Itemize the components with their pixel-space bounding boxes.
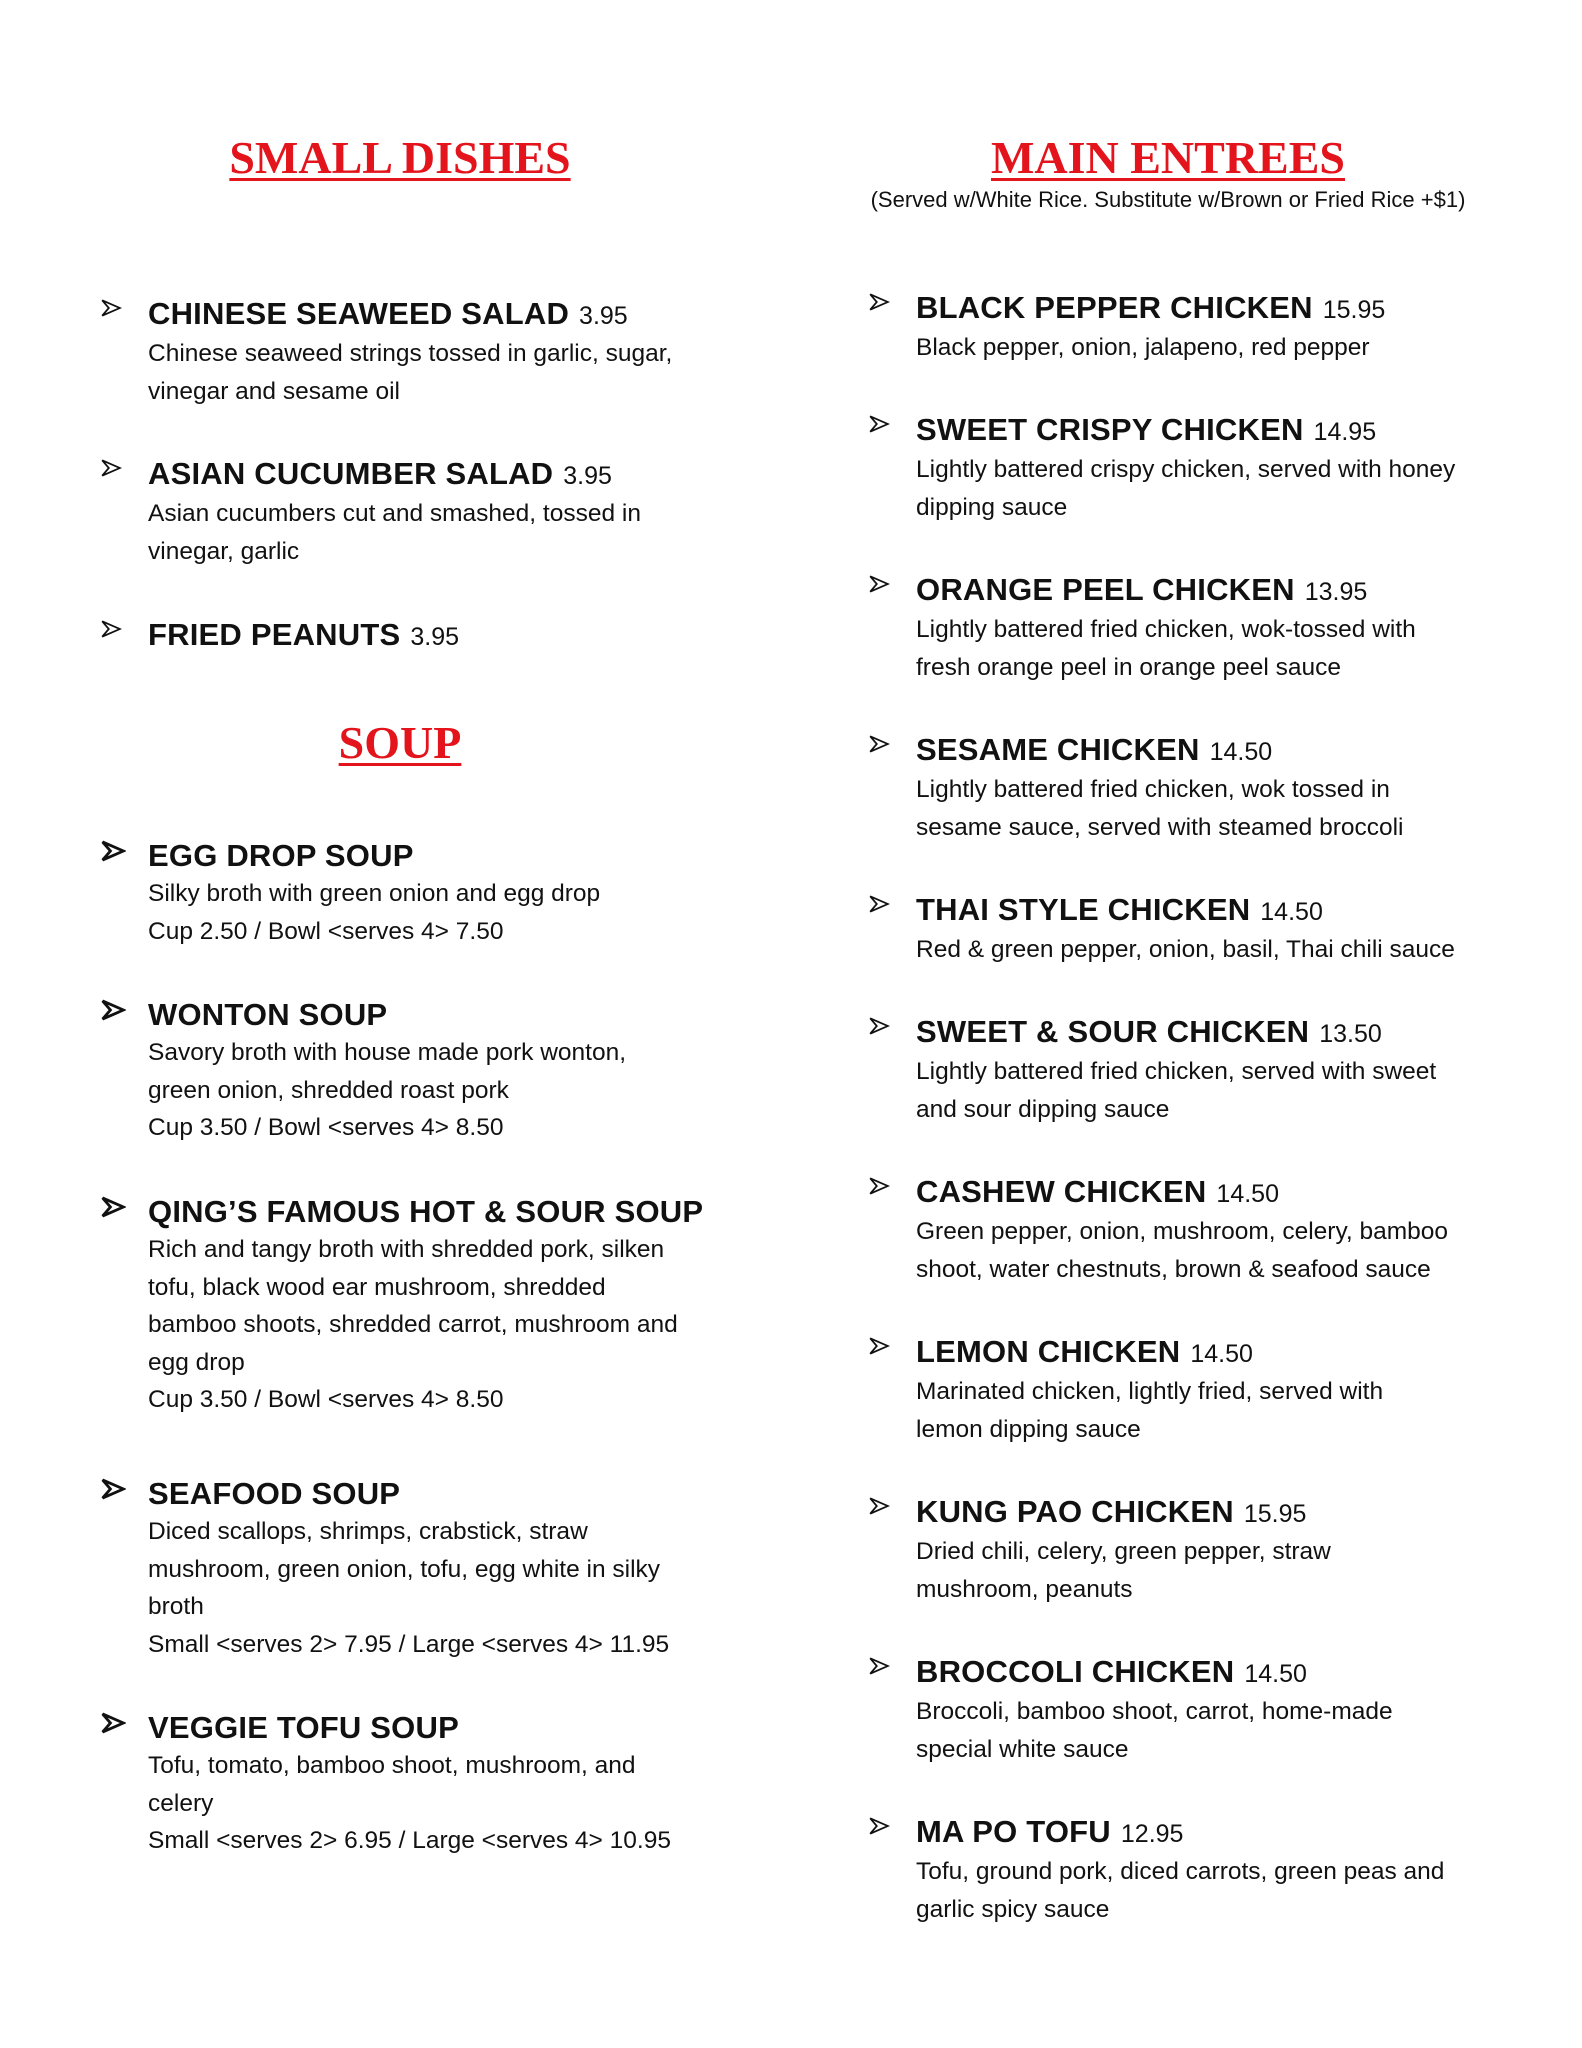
description-line: Dried chili, celery, green pepper, straw [916, 1538, 1331, 1565]
menu-item-name: VEGGIE TOFU SOUP [148, 1710, 459, 1745]
menu-item-name: MA PO TOFU [916, 1814, 1111, 1849]
menu-item-description [916, 1533, 1508, 1608]
menu-item-name: SWEET CRISPY CHICKEN [916, 412, 1304, 447]
menu-item [100, 295, 740, 410]
description-line: Cup 2.50 / Bowl <serves 4> 7.50 [148, 917, 504, 945]
description-line: Diced scallops, shrimps, crabstick, straw [148, 1518, 588, 1545]
description-line: broth [148, 1593, 204, 1620]
arrowhead-bullet-icon [100, 997, 126, 1023]
menu-item-price: 14.95 [1313, 418, 1377, 446]
arrowhead-bullet-icon [868, 1335, 890, 1357]
menu-item-name: ORANGE PEEL CHICKEN [916, 572, 1295, 607]
menu-item-price: 14.50 [1216, 1180, 1279, 1208]
description-line: Red & green pepper, onion, basil, Thai chili sauce [916, 936, 1455, 963]
main-entrees-title: MAIN ENTREES [990, 132, 1345, 183]
menu-item-description [916, 931, 1508, 969]
arrowhead-bullet-icon [868, 1015, 890, 1037]
arrowhead-bullet-icon [868, 291, 890, 313]
description-line: egg drop [148, 1348, 245, 1376]
menu-item-description [148, 1513, 740, 1663]
description-line: lemon dipping sauce [916, 1415, 1141, 1443]
menu-item-name: BLACK PEPPER CHICKEN [916, 290, 1313, 325]
arrowhead-bullet-icon [868, 733, 890, 755]
menu-item-name: ASIAN CUCUMBER SALAD [148, 456, 554, 491]
menu-item [868, 1493, 1508, 1608]
description-line: Small <serves 2> 7.95 / Large <serves 4> 11.95 [148, 1630, 670, 1658]
arrowhead-bullet-icon [100, 1194, 126, 1220]
menu-item [868, 891, 1508, 969]
menu-item [100, 1193, 740, 1419]
menu-item [100, 616, 740, 656]
description-line: Green pepper, onion, mushroom, celery, bamboo [916, 1218, 1449, 1245]
description-line: Small <serves 2> 6.95 / Large <serves 4> 10.95 [148, 1827, 671, 1854]
menu-item-description [148, 875, 740, 950]
menu-item-name: SESAME CHICKEN [916, 732, 1200, 767]
description-line: Chinese seaweed strings tossed in garlic, sugar, [148, 340, 673, 367]
arrowhead-bullet-icon [868, 893, 890, 915]
description-line: Savory broth with house made pork wonton, [148, 1039, 627, 1066]
menu-item [100, 837, 740, 950]
small-dishes-title: SMALL DISHES [229, 132, 571, 183]
menu-item-description [148, 1231, 740, 1419]
description-line: green onion, shredded roast pork [148, 1076, 509, 1104]
menu-item [868, 411, 1508, 526]
description-line: Lightly battered crispy chicken, served with honey [916, 456, 1456, 483]
arrowhead-bullet-icon [100, 457, 122, 479]
menu-item [868, 731, 1508, 846]
menu-item-description [916, 611, 1508, 686]
description-line: and sour dipping sauce [916, 1095, 1170, 1123]
menu-item-description [916, 771, 1508, 846]
menu-item [868, 1173, 1508, 1288]
description-line: Lightly battered fried chicken, wok-tossed with [916, 616, 1416, 643]
arrowhead-bullet-icon [868, 1175, 890, 1197]
menu-item-description [148, 495, 740, 570]
menu-item-description [148, 335, 740, 410]
arrowhead-bullet-icon [868, 573, 890, 595]
arrowhead-bullet-icon [868, 1815, 890, 1837]
arrowhead-bullet-icon [868, 1495, 890, 1517]
soup-title: SOUP [338, 717, 462, 768]
menu-item-description [916, 1213, 1508, 1288]
description-line: Lightly battered fried chicken, served with sweet [916, 1058, 1437, 1085]
menu-item-price: 3.95 [410, 623, 460, 651]
menu-item-name: CHINESE SEAWEED SALAD [148, 296, 570, 331]
description-line: Tofu, tomato, bamboo shoot, mushroom, and [148, 1752, 636, 1779]
description-line: Black pepper, onion, jalapeno, red pepper [916, 334, 1370, 361]
description-line: special white sauce [916, 1735, 1129, 1763]
description-line: Cup 3.50 / Bowl <serves 4> 8.50 [148, 1114, 504, 1141]
menu-item-name: QING’S FAMOUS HOT & SOUR SOUP [148, 1194, 704, 1229]
description-line: sesame sauce, served with steamed broccoli [916, 813, 1404, 841]
description-line: Silky broth with green onion and egg drop [148, 880, 601, 907]
menu-item-name: EGG DROP SOUP [148, 838, 414, 873]
menu-item [100, 996, 740, 1147]
menu-item-price: 14.50 [1190, 1340, 1253, 1368]
menu-item-price: 13.95 [1304, 578, 1368, 606]
menu-item-description [916, 1693, 1508, 1768]
menu-item-description [916, 329, 1508, 367]
description-line: Asian cucumbers cut and smashed, tossed in [148, 500, 641, 527]
menu-item-name: KUNG PAO CHICKEN [916, 1494, 1234, 1529]
menu-item-name: BROCCOLI CHICKEN [916, 1654, 1235, 1689]
menu-item [868, 1813, 1508, 1928]
description-line: Marinated chicken, lightly fried, served with [916, 1378, 1384, 1405]
arrowhead-bullet-icon [100, 618, 122, 640]
menu-item-price: 12.95 [1120, 1820, 1184, 1848]
description-line: fresh orange peel in orange peel sauce [916, 653, 1341, 681]
menu-item [868, 571, 1508, 686]
menu-item-price: 3.95 [579, 302, 628, 330]
arrowhead-bullet-icon [100, 1476, 126, 1502]
description-line: mushroom, green onion, tofu, egg white in silky [148, 1555, 661, 1583]
description-line: Lightly battered fried chicken, wok tossed in [916, 776, 1390, 803]
description-line: garlic spicy sauce [916, 1895, 1110, 1923]
description-line: shoot, water chestnuts, brown & seafood sauce [916, 1255, 1431, 1283]
menu-item-price: 15.95 [1243, 1500, 1307, 1528]
menu-item-price: 14.50 [1260, 898, 1323, 926]
menu-item-name: FRIED PEANUTS [148, 617, 401, 652]
menu-item-description [148, 1034, 740, 1147]
description-line: bamboo shoots, shredded carrot, mushroom and [148, 1311, 678, 1338]
description-line: dipping sauce [916, 493, 1068, 521]
menu-item-description [916, 1853, 1508, 1928]
description-line: vinegar and sesame oil [148, 377, 400, 405]
menu-item-price: 3.95 [563, 462, 612, 490]
description-line: celery [148, 1789, 214, 1817]
menu-item-price: 15.95 [1322, 296, 1386, 324]
menu-item [868, 1333, 1508, 1448]
description-line: Cup 3.50 / Bowl <serves 4> 8.50 [148, 1386, 504, 1413]
menu-item-name: THAI STYLE CHICKEN [916, 892, 1251, 927]
menu-item-name: SEAFOOD SOUP [148, 1476, 401, 1511]
menu-item [868, 1653, 1508, 1768]
menu-item-description [916, 1053, 1508, 1128]
menu-item [100, 1709, 740, 1860]
menu-item-name: WONTON SOUP [148, 997, 388, 1032]
menu-item-price: 14.50 [1244, 1660, 1307, 1688]
description-line: vinegar, garlic [148, 537, 300, 565]
description-line: mushroom, peanuts [916, 1575, 1133, 1603]
menu-item [868, 289, 1508, 367]
description-line: Tofu, ground pork, diced carrots, green peas and [916, 1858, 1445, 1885]
menu-item-name: SWEET & SOUR CHICKEN [916, 1014, 1310, 1049]
arrowhead-bullet-icon [868, 1655, 890, 1677]
menu-item-description [916, 1373, 1508, 1448]
menu-item-price: 14.50 [1209, 738, 1273, 766]
menu-item-price: 13.50 [1319, 1020, 1382, 1048]
menu-item [100, 455, 740, 570]
description-line: Broccoli, bamboo shoot, carrot, home-made [916, 1698, 1393, 1725]
main-entrees-rice-note: (Served w/White Rice. Substitute w/Brown or Fried Rice +$1) [870, 187, 1466, 212]
menu-item-name: LEMON CHICKEN [916, 1334, 1181, 1369]
menu-item [868, 1013, 1508, 1128]
menu-item [100, 1475, 740, 1663]
arrowhead-bullet-icon [868, 413, 890, 435]
arrowhead-bullet-icon [100, 1710, 126, 1736]
menu-item-description [148, 1747, 740, 1860]
menu-item-name: CASHEW CHICKEN [916, 1174, 1207, 1209]
arrowhead-bullet-icon [100, 297, 122, 319]
description-line: tofu, black wood ear mushroom, shredded [148, 1273, 606, 1301]
menu-item-description [916, 451, 1508, 526]
description-line: Rich and tangy broth with shredded pork, silken [148, 1236, 665, 1263]
arrowhead-bullet-icon [100, 838, 126, 864]
